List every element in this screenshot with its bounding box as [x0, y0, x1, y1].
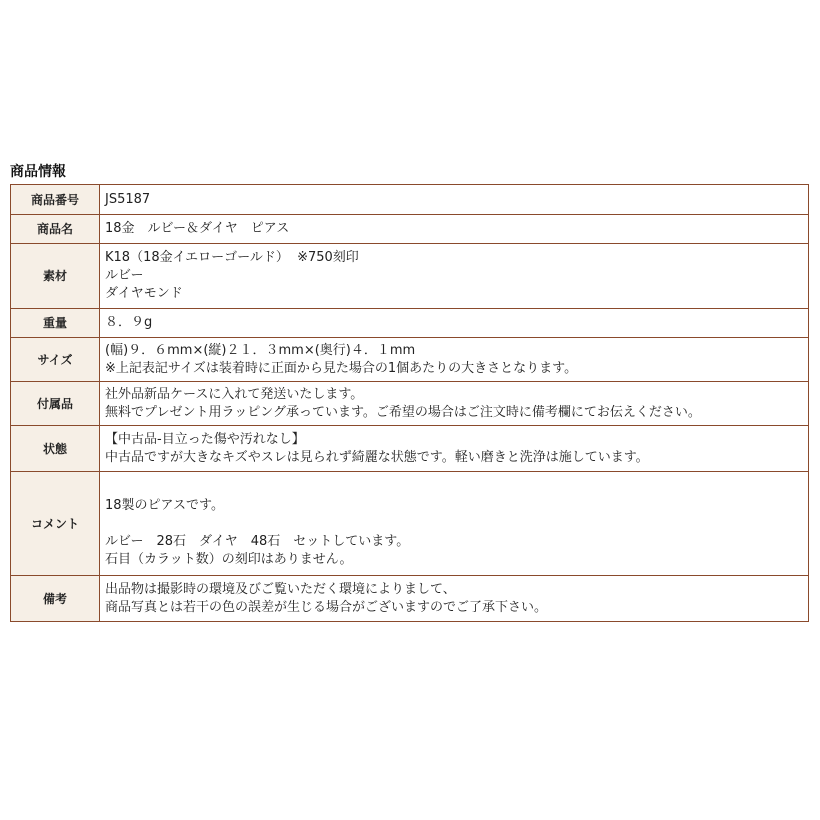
section-title: 商品情報	[10, 164, 66, 180]
value-line: ルビー	[105, 268, 144, 283]
row-value	[100, 244, 809, 309]
value-line: (幅)９．６mm×(縦)２１．３mm×(奥行)４．１mm	[105, 342, 416, 358]
value-line: 出品物は撮影時の環境及びご覧いただく環境によりまして、	[105, 581, 456, 597]
row-value	[100, 215, 809, 244]
row-value	[100, 576, 809, 622]
row-value	[100, 185, 809, 215]
row-product-name	[11, 215, 809, 244]
row-weight	[11, 309, 809, 338]
value-line: 18製のピアスです。	[105, 497, 224, 513]
row-size	[11, 338, 809, 382]
row-label: 素材	[11, 244, 100, 309]
value-line: JS5187	[105, 191, 151, 207]
value-line	[105, 515, 804, 533]
row-condition	[11, 426, 809, 472]
value-line: 中古品ですが大きなキズやスレは見られず綺麗な状態です。軽い磨きと洗浄は施しています。	[105, 449, 649, 465]
value-line: ダイヤモンド	[105, 286, 183, 301]
row-label: 備考	[11, 576, 100, 622]
row-accessories	[11, 382, 809, 426]
product-info-table	[10, 184, 809, 622]
value-line: ８．９g	[105, 315, 153, 330]
value-line: K18（18金イエローゴールド） ※750刻印	[105, 250, 359, 265]
row-label: コメント	[11, 472, 100, 576]
product-info-body	[11, 185, 809, 622]
row-label: 商品番号	[11, 185, 100, 215]
value-line	[105, 479, 804, 497]
row-value	[100, 472, 809, 576]
row-comment	[11, 472, 809, 576]
row-material	[11, 244, 809, 309]
value-line: 18金 ルビー＆ダイヤ ピアス	[105, 221, 290, 236]
row-label: サイズ	[11, 338, 100, 382]
row-label: 商品名	[11, 215, 100, 244]
row-label: 重量	[11, 309, 100, 338]
row-product-number	[11, 185, 809, 215]
row-label: 付属品	[11, 382, 100, 426]
value-line: 石目（カラット数）の刻印はありません。	[105, 551, 353, 567]
value-line: 【中古品-目立った傷や汚れなし】	[105, 431, 305, 447]
value-line: 社外品新品ケースに入れて発送いたします。	[105, 386, 364, 402]
value-line: 無料でプレゼント用ラッピング承っています。ご希望の場合はご注文時に備考欄にてお伝えください。	[105, 404, 701, 420]
row-value	[100, 382, 809, 426]
row-value	[100, 338, 809, 382]
row-value	[100, 309, 809, 338]
row-value	[100, 426, 809, 472]
value-line: ※上記表記サイズは装着時に正面から見た場合の1個あたりの大きさとなります。	[105, 360, 578, 376]
row-remarks	[11, 576, 809, 622]
row-label: 状態	[11, 426, 100, 472]
value-line: 商品写真とは若干の色の誤差が生じる場合がございますのでご了承下さい。	[105, 599, 548, 615]
value-line: ルビー 28石 ダイヤ 48石 セットしています。	[105, 533, 410, 549]
